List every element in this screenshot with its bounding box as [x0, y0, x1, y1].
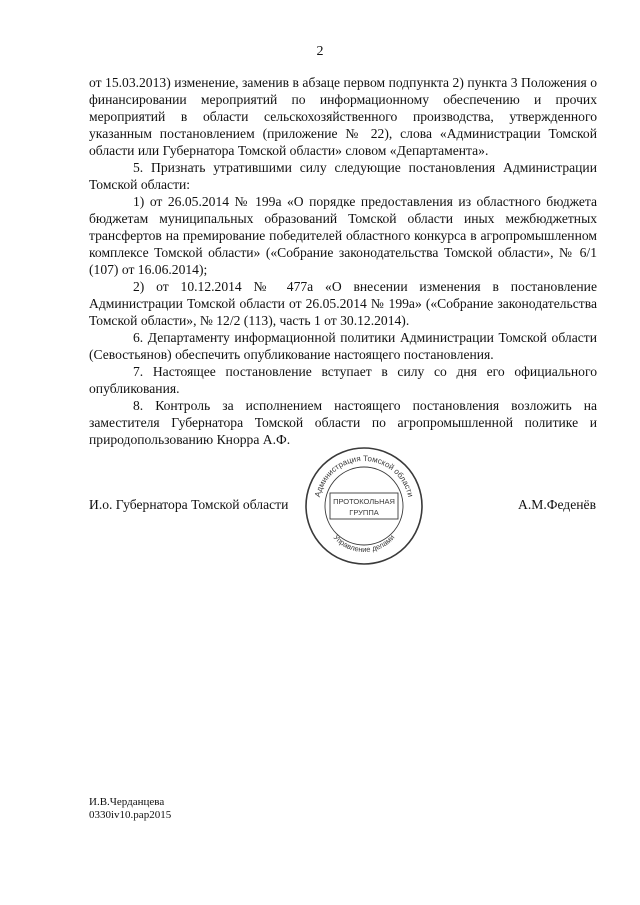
paragraph-continuation: от 15.03.2013) изменение, заменив в абзаце первом подпункта 2) пункта 3 Положения о финансировании мероприятий по информационному обеспечению и прочих мероприятий в области сельскохозяйственного производства, утвержденного указанным постановлением (приложение № 22), слова «Администрации Томской области или Губернатора Томской области» словом «Департамента».	[89, 75, 597, 158]
paragraph-item-5: 5. Признать утратившими силу следующие постановления Администрации Томской области:	[89, 160, 597, 192]
footer	[89, 796, 171, 822]
signatory-name: А.М.Феденёв	[518, 497, 596, 512]
stamp-bottom-text: Управление делами	[331, 532, 397, 555]
document-body	[89, 74, 597, 448]
paragraph-item-7: 7. Настоящее постановление вступает в силу со дня его официального опубликования.	[89, 364, 597, 396]
stamp-center-line2: ГРУППА	[349, 508, 379, 517]
signatory-title: И.о. Губернатора Томской области	[89, 497, 289, 512]
svg-text:Управление делами	[332, 533, 397, 554]
stamp-outer-text: Администрация Томской области	[312, 453, 416, 498]
footer-code: 0330iv10.рар2015	[89, 809, 172, 821]
stamp-center-line1: ПРОТОКОЛЬНАЯ	[333, 497, 395, 506]
paragraph-item-8: 8. Контроль за исполнением настоящего постановления возложить на заместителя Губернатора Томской области по агропромышленной политике и природопользованию Кнорра А.Ф.	[89, 398, 597, 447]
paragraph-subitem-2: 2) от 10.12.2014 № 477а «О внесении изменения в постановление Администрации Томской области от 26.05.2014 № 199а» («Собрание законодательства Томской области», № 12/2 (113), часть 1 от 30.12.2014).	[89, 279, 597, 328]
official-stamp	[304, 446, 424, 566]
paragraph-subitem-1: 1) от 26.05.2014 № 199а «О порядке предоставления из областного бюджета бюджетам муниципальных образований Томской области иных межбюджетных трансфертов на премирование победителей областного конкурса в агропромышленном комплексе Томской области» («Собрание законодательства Томской области», № 6/1 (107) от 16.06.2014);	[89, 194, 597, 277]
paragraph-item-6: 6. Департаменту информационной политики Администрации Томской области (Севостьянов) обеспечить опубликование настоящего постановления.	[89, 330, 597, 362]
footer-author: И.В.Черданцева	[89, 796, 165, 808]
page-number: 2	[316, 44, 324, 59]
